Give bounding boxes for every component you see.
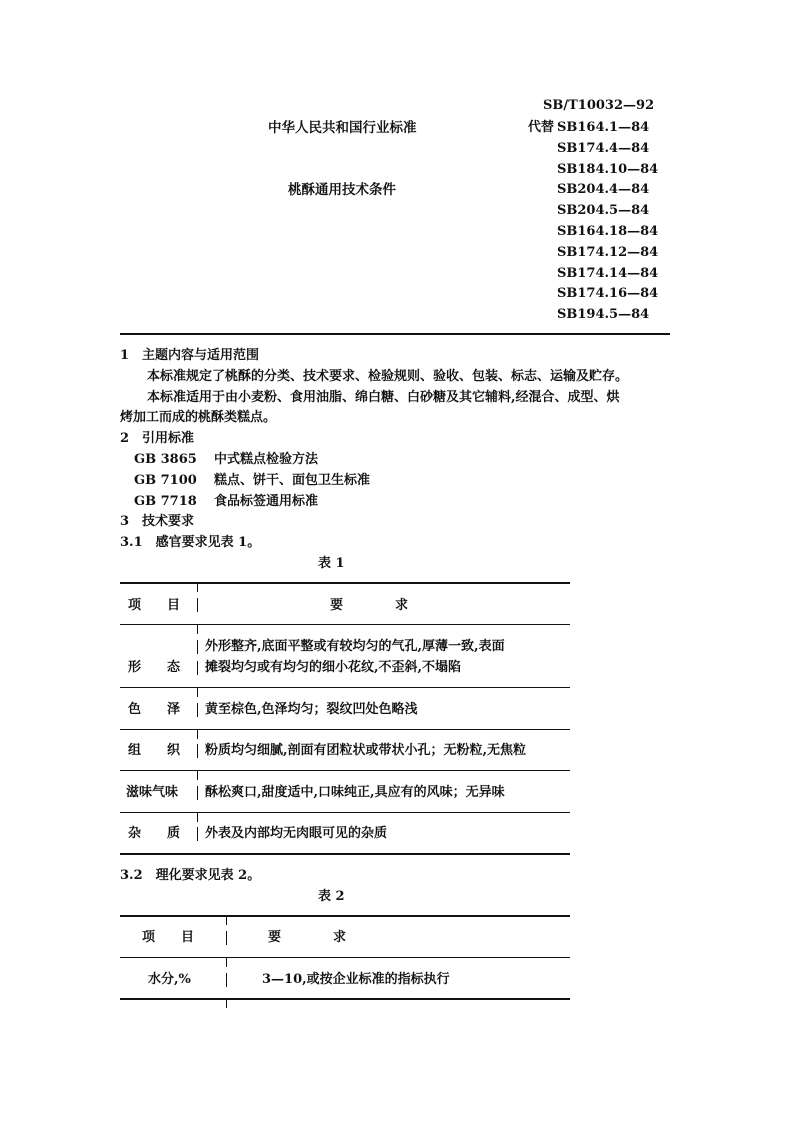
table-rule: [120, 915, 570, 917]
org-title: 中华人民共和国行业标准: [268, 120, 417, 136]
replaced-standard: SB164.18—84: [557, 224, 659, 239]
replaced-standard: SB204.4—84: [557, 182, 650, 197]
column-divider: [197, 661, 198, 675]
table-2-col-req-header: 要 求: [268, 930, 347, 945]
table-rule-tick: [226, 916, 227, 925]
table-1-req-cell: 粉质均匀细腻,剖面有团粒状或带状小孔；无粉粒,无焦粒: [205, 743, 527, 758]
table-rule-tick: [197, 625, 198, 634]
replaced-standard: SB204.5—84: [557, 203, 650, 218]
table-rule-tick: [226, 999, 227, 1008]
replaced-standard: SB194.5—84: [557, 307, 650, 322]
section-2-heading: 2 引用标准: [120, 431, 195, 446]
column-divider: [197, 703, 198, 717]
table-1-item-cell: 形 态: [128, 660, 181, 675]
replaced-standard: SB184.10—84: [557, 162, 659, 177]
table-rule-tick: [197, 813, 198, 822]
table-1-item-cell: 色 泽: [128, 702, 181, 717]
table-rule: [120, 582, 570, 584]
table-rule: [120, 853, 570, 855]
section-1-para-1: 本标准规定了桃酥的分类、技术要求、检验规则、验收、包装、标志、运输及贮存。: [147, 369, 629, 384]
table-rule: [120, 770, 570, 771]
table-1-req-cell: 黄至棕色,色泽均匀；裂纹凹处色略浅: [205, 702, 418, 717]
subsection-3-2: 3.2 理化要求见表 2。: [120, 868, 261, 883]
table-1-req-cell: 外表及内部均无肉眼可见的杂质: [205, 826, 388, 841]
table-1-req-cell: 酥松爽口,甜度适中,口味纯正,具应有的风味；无异味: [205, 785, 505, 800]
table-2-item-cell: 水分,%: [148, 972, 191, 987]
table-2-col-item-header: 项 目: [142, 930, 195, 945]
table-2-caption: 表 2: [318, 889, 345, 904]
table-1-req-cell: 摊裂均匀或有均匀的细小花纹,不歪斜,不塌陷: [205, 660, 462, 675]
replaced-standard: SB174.16—84: [557, 286, 659, 301]
section-1-heading: 1 主题内容与适用范围: [120, 348, 260, 363]
column-divider: [197, 598, 198, 612]
reference-title: 糕点、饼干、面包卫生标准: [214, 473, 371, 488]
column-divider: [197, 640, 198, 654]
table-2-req-cell: 3—10,或按企业标准的指标执行: [262, 972, 450, 987]
reference-code: GB 7100: [134, 473, 197, 488]
replaced-standard: SB174.4—84: [557, 141, 650, 156]
table-rule: [120, 729, 570, 730]
column-divider: [197, 744, 198, 758]
table-rule: [120, 687, 570, 688]
table-rule: [120, 812, 570, 813]
table-1-item-cell: 组 织: [128, 743, 181, 758]
table-1-item-cell: 滋味气味: [126, 785, 179, 800]
section-3-heading: 3 技术要求: [120, 514, 195, 529]
section-1-para-2-line-2: 烤加工而成的桃酥类糕点。: [120, 410, 277, 425]
reference-code: GB 7718: [134, 494, 197, 509]
standard-code: SB/T10032—92: [543, 98, 655, 113]
table-1-col-req-header: 要 求: [330, 598, 409, 613]
table-rule-tick: [226, 958, 227, 967]
replaces-prefix: 代替: [528, 120, 555, 135]
reference-title: 食品标签通用标准: [214, 494, 319, 509]
replaced-standard: SB174.14—84: [557, 266, 659, 281]
table-1-col-item-header: 项 目: [128, 598, 181, 613]
table-rule: [120, 998, 570, 1000]
header-divider: [120, 333, 670, 335]
reference-title: 中式糕点检验方法: [214, 452, 319, 467]
table-rule-tick: [197, 730, 198, 739]
table-1-req-cell: 外形整齐,底面平整或有较均匀的气孔,厚薄一致,表面: [205, 639, 505, 654]
column-divider: [226, 973, 227, 987]
subsection-3-1: 3.1 感官要求见表 1。: [120, 535, 261, 550]
reference-code: GB 3865: [134, 452, 197, 467]
column-divider: [226, 931, 227, 945]
table-rule-tick: [197, 771, 198, 780]
document-title: 桃酥通用技术条件: [288, 182, 396, 198]
table-rule: [120, 624, 570, 625]
table-rule: [120, 957, 570, 958]
section-1-para-2-line-1: 本标准适用于由小麦粉、食用油脂、绵白糖、白砂糖及其它辅料,经混合、成型、烘: [147, 390, 620, 405]
table-1-item-cell: 杂 质: [128, 826, 181, 841]
table-rule-tick: [197, 583, 198, 592]
replaced-standard: SB174.12—84: [557, 245, 659, 260]
column-divider: [197, 827, 198, 841]
table-1-caption: 表 1: [318, 556, 345, 571]
table-rule-tick: [197, 688, 198, 697]
replaced-standard: SB164.1—84: [557, 120, 650, 135]
column-divider: [197, 786, 198, 800]
